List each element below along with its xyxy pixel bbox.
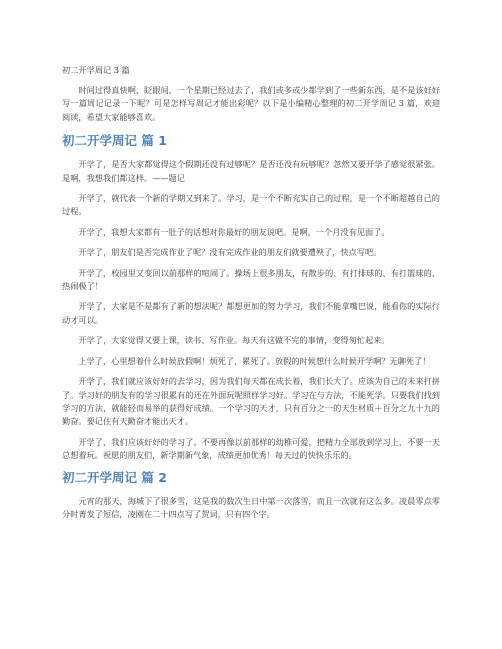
paragraph: 开学了，朋友们是否完成作业了呢？没有完成作业的朋友们就要遭殃了，快点写吧。 [78,247,382,258]
paragraph: 上学了，心里想着什么时候放假啊！烦死了，累死了。放假的时候想什么时候开学啊？无聊死了！ [78,355,431,366]
paragraph: 元宵的那天，海城下了很多雪，这是我的数次生日中第一次落雪，而且一次就有这么多。凌晨零点零分时菁发了短信，凌刚在二十四点写了贺词，只有四个字。 [62,495,440,519]
paragraph: 开学了，我们就应该好好的去学习，因为我们每天都在成长着，我们长大了。应该为自己的未来打拼了。学习好的朋友有的学习很累有的还在外面玩呢照样学习好。学习在与方法，不能死学。只要我们找到学习的方法，就能轻而易举的获得好成绩。一个学习的天才，只有百分之一的天生材质＋百分之九十九的勤奋。要记住有天勤奋才能出天才。 [62,376,440,427]
section-2 [62,470,440,522]
paragraph: 开学了，大家是不是都有了新的想法呢？都想更加的努力学习，我们不能拿嘴巴说，能看你的实际行动才可以。 [62,301,440,325]
section-1 [62,133,440,462]
document-title: 初二开学周记 3 篇 [62,65,130,75]
paragraph: 开学了，我们应该好好的学习了。不要再像以前那样的幼稚可爱，把精力全部放到学习上，不要一天总想着玩。祝愿的朋友们，新学期新气象，成绩更加优秀！每天过的快快乐乐的。 [62,436,440,461]
paragraph: 开学了，校园里又变回以前那样的喧闹了。操场上很多朋友，有散步的、有打排球的、有打篮球的、热闹极了！ [62,267,440,292]
intro-paragraph: 时间过得真快啊，眨眼间，一个星期已经过去了，我们或多或少都学到了一些新东西，是不是该好好写一篇周记记录一下呢？可是怎样写周记才能出彩呢？以下是小编精心整理的初二开学周记 3 篇，欢迎阅读，希望大家能够喜欢。 [62,85,440,122]
section-heading: 初二开学周记 篇 2 [62,469,167,485]
section-heading: 初二开学周记 篇 1 [62,133,167,149]
paragraph: 开学了，是否大家都觉得这个假期还没有过够呢？是否还没有玩够呢？忽然又要开学了感觉很紧张。是啊，我想我们都这样。——题记 [62,159,440,183]
paragraph: 开学了，大家觉得又要上课，读书、写作业。每天有这做不完的事情，变得匆忙起来。 [78,335,390,346]
paragraph: 开学了，就代表一个新的学期又到来了。学习，是一个不断充实自己的过程，是一个不断超越自己的过程。 [62,193,440,217]
paragraph: 开学了，我想大家都有一肚子的话想对你最好的朋友说吧。是啊，一个月没有见面了。 [78,226,390,237]
